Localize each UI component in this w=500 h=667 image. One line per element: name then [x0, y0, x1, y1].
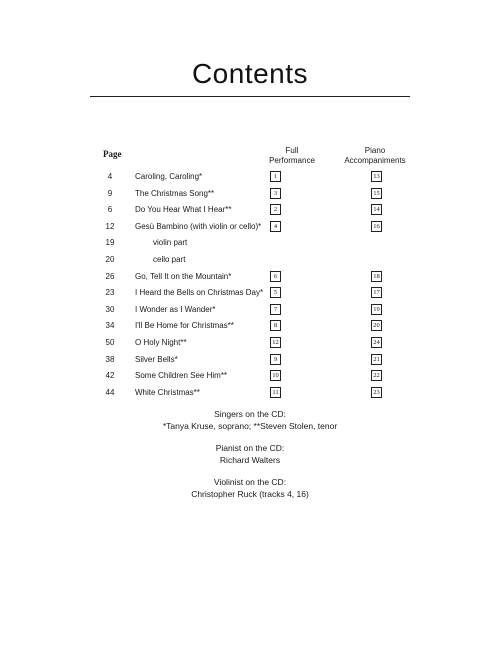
piano-track-number: 19 [371, 304, 382, 315]
contents-row [0, 269, 500, 286]
full-header-line1: Full [285, 146, 299, 155]
pianist-name: Richard Walters [219, 454, 281, 465]
singers-heading: Singers on the CD: [214, 409, 286, 419]
full-header-line2: Performance [269, 156, 315, 165]
song-title: Silver Bells* [135, 354, 178, 364]
full-track-number: 7 [270, 304, 281, 315]
page-title: Contents [191, 58, 309, 89]
contents-row [0, 335, 500, 352]
page-number: 23 [105, 288, 115, 298]
contents-row [0, 352, 500, 369]
piano-track-number: 15 [371, 188, 382, 199]
song-title: O Holy Night** [135, 337, 187, 347]
song-title: White Christmas** [135, 387, 200, 397]
piano-track-number: 14 [371, 204, 382, 215]
piano-track-number: 18 [371, 271, 382, 282]
part-title: cello part [153, 254, 186, 264]
page-number: 50 [105, 337, 115, 347]
page-number: 34 [105, 321, 115, 331]
contents-row [0, 285, 500, 302]
singers-names: *Tanya Kruse, soprano; **Steven Stolen, tenor [162, 420, 338, 431]
full-track-number: 6 [270, 271, 281, 282]
song-title: Gesù Bambino (with violin or cello)* [135, 221, 262, 231]
full-track-number: 3 [270, 188, 281, 199]
page-number: 4 [107, 172, 113, 181]
full-track-number: 9 [270, 354, 281, 365]
piano-track-number: 16 [371, 221, 382, 232]
contents-row [0, 186, 500, 203]
title-underline [90, 96, 410, 97]
full-track-number: 12 [270, 337, 281, 348]
piano-accompaniments-header [330, 146, 420, 166]
full-track-number: 5 [270, 287, 281, 298]
piano-track-number: 20 [371, 320, 382, 331]
cd-credits [0, 409, 500, 511]
page-number: 44 [105, 387, 115, 397]
violinist-credit [0, 477, 500, 500]
full-track-number: 8 [270, 320, 281, 331]
piano-track-number: 21 [371, 354, 382, 365]
song-title: Caroling, Caroling* [135, 172, 203, 181]
contents-row [0, 385, 500, 402]
page-number: 6 [107, 205, 113, 215]
page-number: 42 [105, 371, 115, 381]
full-track-number: 1 [270, 171, 281, 182]
full-track-number: 11 [270, 387, 281, 398]
contents-row [0, 302, 500, 319]
part-title: violin part [153, 238, 188, 248]
contents-subrow [0, 252, 500, 269]
contents-row [0, 368, 500, 385]
page-number: 26 [105, 271, 115, 281]
contents-row [0, 318, 500, 335]
contents-row [0, 219, 500, 236]
contents-row [0, 202, 500, 219]
song-title: I'll Be Home for Christmas** [135, 321, 234, 331]
singers-credit [0, 409, 500, 432]
page-number: 12 [105, 221, 115, 231]
page-number: 30 [105, 304, 115, 314]
piano-track-number: 17 [371, 287, 382, 298]
song-title: The Christmas Song** [135, 188, 215, 198]
contents-list [0, 169, 500, 401]
full-track-number: 10 [270, 370, 281, 381]
full-performance-header [262, 146, 322, 166]
piano-header-line2: Accompaniments [344, 156, 406, 165]
piano-track-number: 23 [371, 387, 382, 398]
piano-header-line1: Piano [364, 146, 386, 155]
contents-subrow [0, 235, 500, 252]
full-track-number: 2 [270, 204, 281, 215]
violinist-heading: Violinist on the CD: [213, 477, 287, 487]
song-title: Go, Tell It on the Mountain* [135, 271, 232, 281]
violinist-name: Christopher Ruck (tracks 4, 16) [191, 488, 309, 499]
page-number: 9 [107, 188, 113, 198]
piano-track-number: 13 [371, 171, 382, 182]
piano-track-number: 22 [371, 370, 382, 381]
pianist-credit [0, 443, 500, 466]
full-track-number: 4 [270, 221, 281, 232]
contents-row [0, 169, 500, 186]
song-title: Do You Hear What I Hear** [135, 205, 232, 215]
song-title: Some Children See Him** [135, 371, 228, 381]
page-column-header: Page [103, 149, 122, 159]
song-title: I Heard the Bells on Christmas Day* [135, 288, 264, 298]
page-number: 19 [105, 238, 115, 248]
page-number: 20 [105, 254, 115, 264]
pianist-heading: Pianist on the CD: [215, 443, 285, 453]
piano-track-number: 24 [371, 337, 382, 348]
page-number: 38 [105, 354, 115, 364]
song-title: I Wonder as I Wander* [135, 304, 216, 314]
